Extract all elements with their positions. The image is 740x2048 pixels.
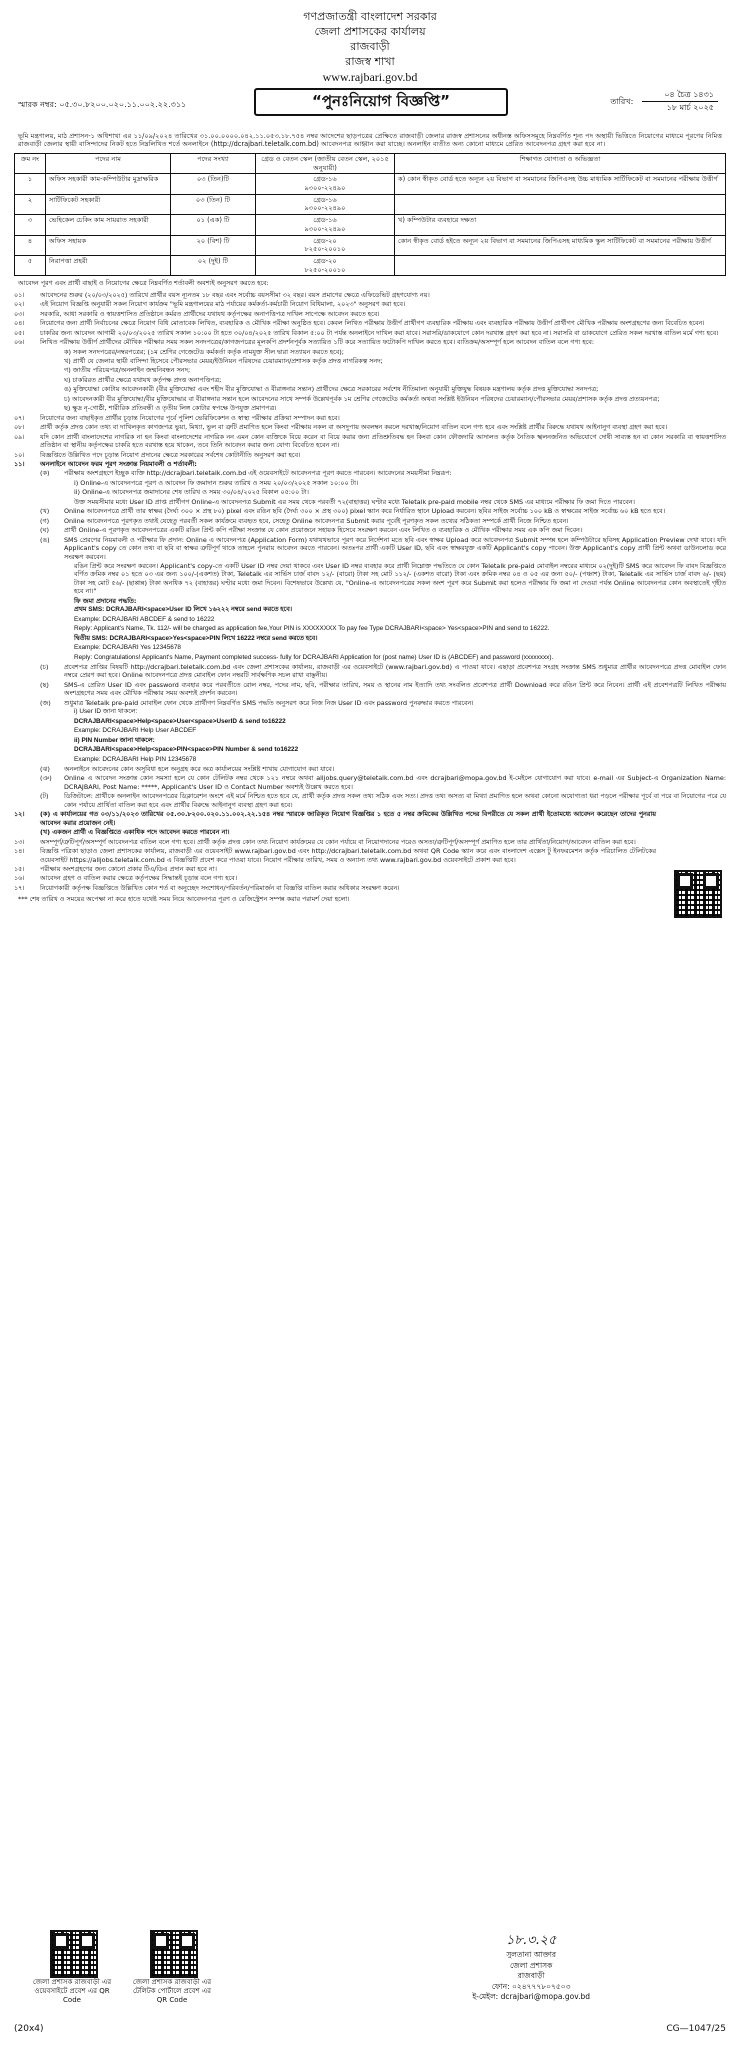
col-serial: ক্রম নং bbox=[15, 153, 46, 173]
item-number: ১১। bbox=[14, 460, 25, 469]
sms-instructions bbox=[14, 597, 726, 809]
item-text: আবেদনের শুরুর (২০/০৩/২০২৫) তারিখে প্রার্থীর বয়স ন্যূনতম ১৮ বছর এবং সর্বোচ্চ বয়সসীমা ৩২ বছর। বয়স প্রমাণের ক্ষেত্রে এফিডেভিট গ্রহণযোগ্য নয়। bbox=[40, 290, 430, 299]
list-item bbox=[40, 366, 726, 374]
list-item bbox=[40, 376, 726, 384]
row-qualification: কোন স্বীকৃত বোর্ড হইতে অন্যূন ২য় বিভাগ বা সমমানের জিপিএসহ মাধ্যমিক স্কুল সার্টিফিকেট বা সমমানের পরীক্ষায় উত্তীর্ণ bbox=[395, 235, 726, 255]
row-post-count: ০১ (এক) টি bbox=[171, 215, 256, 235]
col-grade: গ্রেড ও বেতন স্কেল (জাতীয় বেতন স্কেল, ২০১৫ অনুযায়ী) bbox=[256, 153, 395, 173]
list-item bbox=[40, 663, 726, 680]
pin-command: DCRAJBARI<space>Help<space>PIN<space>PIN Number & send to16222 bbox=[74, 746, 299, 754]
item-text: চাকরির জন্য আবেদন আগামী ২০/০৩/২০২৫ তারিখ সকাল ১০:০০ টা হতে ৩০/০৪/২০২৫ তারিখ বিকাল ৫:০০ টা পর্যন্ত অনলাইনে দাখিল করা যাবে। সরাসরি/ডাকযোগে কোন দরখাস্ত গ্রহণ করা হবে না। সরাসরি বা ডাকযোগে প্রেরিত সকল দরখাস্ত বাতিল মর্মে গণ্য হবে। bbox=[40, 328, 719, 337]
list-item bbox=[40, 357, 726, 365]
qr-code-website[interactable] bbox=[50, 1930, 98, 1978]
list-item bbox=[14, 847, 656, 864]
grade-label: গ্রেড-২০ bbox=[313, 257, 337, 265]
item-text: যদি কোন প্রার্থী বাংলাদেশের নাগরিক না হন কিংবা বাংলাদেশের নাগরিক নন এমন কোন ব্যক্তিকে বিয়ে করেন বা বিয়ে করার জন্য প্রতিশ্রুতিবদ্ধ হন কিংবা কোন ফৌজদারি আদালত কর্তৃক নৈতিক স্খলনজনিত অভিযোগে দোষী সাব্যস্ত হন বা কোন সরকারি বা স্বায়ত্তশাসিত প্রতিষ্ঠান বা স্থানীয় কর্তৃপক্ষের চাকরি হতে বরখাস্ত হয়ে থাকেন, তবে তিনি আবেদন করার জন্য যোগ্য বিবেচিত হবেন না। bbox=[40, 432, 726, 450]
fee-heading: ফি জমা প্রদানের পদ্ধতি: bbox=[74, 596, 137, 605]
second-sms: দ্বিতীয় SMS: DCRAJBARI<space>Yes<space>PIN লিখে 16222 নম্বরে send করতে হবে। bbox=[74, 634, 318, 642]
item-text: লিখিত পরীক্ষায় উত্তীর্ণ প্রার্থীদের মৌখিক পরীক্ষার সময় সকল সনদপত্রের/কাগজপত্রের মূলকপি প্রদর্শনপূর্বক সত্যায়িত ১টি করে সত্যায়িত ফটোকপি দাখিল করতে হবে। ব্যতিক্রম/অসম্পূর্ণ হলে আবেদন বাতিল বলে গণ্য হবে: bbox=[40, 338, 594, 347]
footer-code: CG—1047/25 bbox=[666, 2024, 726, 2034]
final-note: *** শেষ তারিখ ও সময়ের অপেক্ষা না করে হাতে যথেষ্ট সময় নিয়ে আবেদনপত্র পূরণ ও রেজিস্ট্রেশন সম্পন্ন করার পরামর্শ দেয়া হলো। bbox=[18, 895, 350, 904]
row-grade bbox=[256, 174, 395, 194]
item-text: আবেদন গ্রহণ ও বাতিল করার ক্ষেত্রে কর্তৃপক্ষের সিদ্ধান্তই চূড়ান্ত বলে গণ্য হবে। bbox=[40, 874, 238, 883]
grade-label: গ্রেড-১৬ bbox=[313, 195, 337, 204]
item-text: ক) সকল সনদপত্রের/নম্বরপত্রের; (১ম শ্রেণির গেজেটেড কর্মকর্তা কর্তৃক নামযুক্ত সীল দ্বারা সত্যায়ন করতে হবে); bbox=[64, 347, 344, 356]
list-item bbox=[14, 433, 726, 450]
list-item bbox=[14, 414, 726, 422]
item-number: ১২। bbox=[14, 810, 25, 819]
pin-example: Example: DCRAJBARI Help PIN 12345678 bbox=[74, 755, 197, 763]
item-text: অসম্পূর্ণ/ত্রুটিপূর্ণ/অসম্পূর্ণ আবেদনপত্র বাতিল বলে গণ্য হবে। প্রার্থী কর্তৃক প্রদত্ত কোন তথ্য নিয়োগ কার্যক্রমের যে কোন পর্যায়ে বা নিয়োগদানের পরেও অসত্য/ত্রুটিপূর্ণ/অসম্পূর্ণ প্রমাণিত হলে তার প্রার্থিতা/নিয়োগ/আবেদন বাতিল করা হবে। bbox=[40, 837, 636, 846]
row-post-count: ০৩ (তিন)টি bbox=[171, 174, 256, 194]
signatory-designation: জেলা প্রশাসক bbox=[510, 1960, 553, 1970]
row-post-name: সার্টিফিকেট সহকারী bbox=[46, 194, 171, 214]
list-item bbox=[14, 319, 726, 327]
signatory-email: ই-মেইল: dcrajbari@mopa.gov.bd bbox=[472, 1992, 590, 2002]
item-text: নিয়োগের জন্য প্রার্থী নির্বাচনের ক্ষেত্রে নিয়োগ বিধি মোতাবেক লিখিত, ব্যবহারিক ও মৌখিক পরীক্ষা অনুষ্ঠিত হবে। কেবল লিখিত পরীক্ষায় উত্তীর্ণ প্রার্থীগণ ব্যবহারিক পরীক্ষায় এবং ব্যবহারিক পরীক্ষায় উত্তীর্ণ প্রার্থীগণ মৌখিক পরীক্ষায় অংশগ্রহণের জন্য বিবেচিত হবেন। bbox=[40, 319, 705, 328]
online-rules bbox=[14, 469, 726, 595]
list-item bbox=[14, 460, 726, 468]
list-item bbox=[14, 865, 656, 873]
list-item bbox=[14, 451, 726, 459]
list-item: ii) Online-এ আবেদনপত্র জমাদানের শেষ তারিখ ও সময় ৩০/০৪/২০২৫ বিকাল ০৫:০০ টা। bbox=[74, 488, 309, 497]
item-text: সরকারি, আধা সরকারি ও স্বায়ত্তশাসিত প্রতিষ্ঠানে কর্মরত প্রার্থীদের যথাযথ কর্তৃপক্ষের অনাপত্তিপত্র দাখিল সাপেক্ষে আবেদন করতে হবে। bbox=[40, 309, 380, 318]
item-number bbox=[40, 385, 64, 393]
list-item bbox=[14, 329, 726, 337]
list-item bbox=[14, 884, 656, 892]
row-serial: ১ bbox=[15, 174, 46, 194]
item-text: বিজ্ঞপ্তিতে উল্লিখিত পদে চূড়ান্ত নিয়োগ প্রদানের ক্ষেত্রে সরকারের সর্বশেষ কোটানীতি অনুসরণ করা হবে। bbox=[40, 450, 301, 459]
item-number: ১৪। bbox=[14, 847, 25, 856]
item-number: (গ) bbox=[40, 516, 50, 525]
row-grade bbox=[256, 194, 395, 214]
item-number: ১৬। bbox=[14, 874, 25, 883]
table-row bbox=[15, 174, 726, 194]
item-text: ডিজিটালে: প্রার্থীকে অনলাইন আবেদনপত্রের ডিক্লারেশন অংশে এই মর্মে নিশ্চিত হতে হবে যে, প্রার্থী কর্তৃক প্রদত্ত সকল তথ্য সঠিক এবং সত্য। প্রদত্ত তথ্য অসত্য বা মিথ্যা প্রমাণিত হলে অথবা কোনো অযোগ্যতা ধরা পড়লে পরীক্ষার পূর্বে বা পরে বা নিয়োগের পরে যে কোন পর্যায়ে প্রার্থিতা বাতিল করা হবে এবং প্রার্থীর বিরুদ্ধে আইনানুগ ব্যবস্থা গ্রহণ করা হবে। bbox=[64, 792, 726, 809]
signatory-name: সুলতানা আক্তার bbox=[506, 1950, 557, 1960]
conditions-list bbox=[14, 291, 726, 469]
list-item bbox=[14, 300, 726, 308]
row-post-name: অফিস সহকারী কাম-কম্পিউটার মুদ্রাক্ষরিক bbox=[46, 174, 171, 194]
list-item: i) Online-এ আবেদনপত্রে পূরণ ও আবেদন ফি জমাদান শুরুর তারিখ ও সময় ২০/০৩/২০২৫ সকাল ১০:০০ টা। bbox=[74, 478, 359, 487]
item-number: (ঝ) bbox=[40, 764, 50, 773]
item-text: প্রার্থী কর্তৃক প্রদত্ত কোন তথ্য বা দাখিলকৃত কাগজপত্র ভুয়া, মিথ্যা, ভুল বা ত্রুটি প্রমাণিত হলে কিংবা পরীক্ষায় নকল বা অসদুপায় অবলম্বন করলে দরখাস্ত/নিয়োগ বাতিল বলে গণ্য হবে এবং সংশ্লিষ্ট প্রার্থীর বিরুদ্ধে যথাযথ আইনানুগ ব্যবস্থা গ্রহণ করা হবে। bbox=[40, 423, 668, 432]
row-grade bbox=[256, 215, 395, 235]
row-post-name: ভেহিকেল চেকিং কাম সায়রাত সহকারী bbox=[46, 215, 171, 235]
list-item bbox=[40, 395, 726, 403]
table-row bbox=[15, 194, 726, 214]
list-item bbox=[40, 404, 726, 412]
item-number: (খ) bbox=[40, 507, 50, 516]
item-text: Online এ আবেদন সংক্রান্ত কোন সমস্যা হলে যে কোন টেলিটক নম্বর থেকে ১২১ নম্বরে অথবা alljobs.query@teletalk.com.bd এবং dcrajbari@mopa.gov.bd ই-মেইলে যোগাযোগ করা যাবে। e-mail এর Subject-এ Organization Name: DCRAJBARI, Post Name: *****, Applicant's User ID ও Contact Number অবশ্যই উল্লেখ করতে হবে। bbox=[64, 774, 726, 791]
table-row bbox=[15, 256, 726, 276]
first-sms: প্রথম SMS: DCRAJBARI<space>User ID লিখে ১৬২২২ নম্বরে send করতে হবে। bbox=[74, 606, 293, 614]
row-post-count: ০২ (দুই) টি bbox=[171, 256, 256, 276]
second-sms-reply: Reply: Congratulations! Applicant's Name, Payment completed success- fully for DCRAJBARI Application for (post name) User ID is (ABCDEF) and password (xxxxxxxx). bbox=[74, 653, 554, 661]
item-number: ০৬। bbox=[14, 338, 25, 347]
conditions-intro: আবেদন পূরণ এবং প্রার্থী বাছাই ও নিয়োগের ক্ষেত্রে নিম্নবর্ণিত শর্তাবলী অবশ্যই অনুসরণ করতে হবে: bbox=[18, 279, 269, 288]
item-text: অনলাইনে আবেদনের কোন অসুবিধা হলে অনুগ্রহ করে অত্র কার্যালয়ের সংশ্লিষ্ট শাখায় যোগাযোগ করা যাবে। bbox=[64, 764, 335, 773]
row-qualification bbox=[395, 194, 726, 214]
userid-example: Example: DCRAJBARI Help User ABCDEF bbox=[74, 727, 197, 735]
item-number bbox=[40, 348, 64, 356]
row-serial: ৫ bbox=[15, 256, 46, 276]
row-serial: ৩ bbox=[15, 215, 46, 235]
grade-label: গ্রেড-১৬ bbox=[313, 175, 337, 184]
item-number: ০৪। bbox=[14, 319, 25, 328]
letterhead bbox=[14, 10, 726, 86]
item-number bbox=[40, 395, 64, 403]
table-row bbox=[15, 215, 726, 235]
item-number: ০১। bbox=[14, 290, 25, 299]
item-text: চ) আবেদনকারী বীর মুক্তিযোদ্ধা/বীর মুক্তিযোদ্ধার বা বীরাঙ্গনার সন্তান হলে আবেদনের সাথে সম্পর্ক উল্লেখপূর্বক ১ম শ্রেণির গেজেটেড কর্মকর্তা অথবা সংশ্লিষ্ট ইউনিয়ন পরিষদের চেয়ারম্যান/পৌরসভার মেয়র/প্রশাসক কর্তৃক প্রদত্ত প্রত্যয়নপত্র; bbox=[64, 394, 660, 403]
office-line: জেলা প্রশাসকের কার্যালয় bbox=[314, 24, 426, 38]
section-line: রাজস্ব শাখা bbox=[345, 54, 395, 68]
row-qualification: খ) কম্পিউটার ব্যবহারে দক্ষতা bbox=[395, 215, 726, 235]
list-item bbox=[40, 348, 726, 356]
item-text: খ) প্রার্থী যে জেলার স্থায়ী বাসিন্দা হিসেবে পৌরসভার মেয়র/ইউনিয়ন পরিষদের চেয়ারম্যান/প্রশাসক কর্তৃক প্রদত্ত নাগরিকত্ব সনদ; bbox=[64, 357, 383, 366]
item-number bbox=[40, 357, 64, 365]
row-grade bbox=[256, 256, 395, 276]
item-text: গ) জাতীয় পরিচয়পত্র/অনলাইন জন্মনিবন্ধন সনদ; bbox=[64, 366, 191, 375]
item-number: (জ) bbox=[40, 698, 51, 707]
item-number: (চ) bbox=[40, 662, 49, 671]
list-item bbox=[14, 838, 656, 846]
list-item bbox=[14, 310, 726, 318]
item-number: (ঙ) bbox=[40, 535, 50, 544]
list-item bbox=[40, 526, 726, 534]
qr-caption-website: জেলা প্রশাসক রাজবাড়ী এর ওয়েবসাইটে প্রবেশ এর QR Code bbox=[32, 1978, 112, 2005]
item-text: Online আবেদনপত্রে পূরণকৃত তথ্যই যেহেতু পরবর্তী সকল কার্যক্রমে ব্যবহৃত হবে, সেহেতু Online আবেদনপত্র Submit করার পূর্বেই পূরণকৃত সকল তথ্যের সঠিকতা সম্পর্কে প্রার্থী নিজে নিশ্চিত হবেন। bbox=[64, 516, 569, 525]
footer-size: (20x4) bbox=[14, 2024, 44, 2034]
item-number: ১৭। bbox=[14, 883, 25, 892]
date-label: তারিখ: bbox=[610, 96, 634, 106]
item-text: SMS-এ প্রেরিত User ID এবং password ব্যবহার করে পরবর্তীতে রোল নম্বর, পদের নাম, ছবি, পরীক্ষার তারিখ, সময় ও স্থানের নাম ইত্যাদি তথ্য সংবলিত প্রবেশপত্র প্রার্থী Download করে রঙিন প্রিন্ট করে নিবেন। প্রার্থী এই প্রবেশপত্রটি লিখিত পরীক্ষায় অংশগ্রহণের সময় এবং মৌখিক পরীক্ষার সময় অবশ্যই প্রদর্শন করবেন। bbox=[64, 680, 726, 698]
signatory-district: রাজবাড়ী bbox=[517, 1971, 545, 1981]
pay-scale: ৯৩০০-২২৪৯০ bbox=[304, 204, 346, 213]
row-post-name: অফিস সহায়ক bbox=[46, 235, 171, 255]
row-qualification: ক) কোন স্বীকৃত বোর্ড হতে অন্যূন ২য় বিভাগ বা সমমানের জিপিএসহ উচ্চ মাধ্যমিক সার্টিফিকেট বা সমমানের পরীক্ষায় উত্তীর্ণ bbox=[395, 174, 726, 194]
item-number bbox=[40, 404, 64, 412]
website-line: www.rajbari.gov.bd bbox=[322, 70, 418, 85]
item-text: প্রার্থী Online-এ পূরণকৃত আবেদনপত্রের একটি রঙিন প্রিন্ট কপি পরীক্ষা সংক্রান্ত যে কোন প্রয়োজনে সহায়ক হিসেবে সংরক্ষণ করবেন এবং লিখিত ও ব্যবহারিক ও মৌখিক পরীক্ষার সময় এক কপি জমা দিবেন। bbox=[64, 526, 583, 535]
item-number bbox=[40, 366, 64, 374]
date-bangla: ০৪ চৈত্র ১৪৩১ bbox=[642, 90, 718, 103]
item-number: ০৭। bbox=[14, 413, 25, 422]
list-item bbox=[40, 681, 726, 698]
district-line: রাজবাড়ী bbox=[350, 39, 390, 53]
item-number: ০৩। bbox=[14, 309, 25, 318]
item-number: ০৮। bbox=[14, 423, 25, 432]
posts-table bbox=[14, 153, 726, 276]
item-number bbox=[14, 828, 40, 836]
signatory-phone: ফোন: ০২৪৭৭৭৮০৭৫০৩ bbox=[491, 1981, 571, 1991]
list-item bbox=[40, 699, 726, 707]
item-text: SMS প্রেরণের নিয়মাবলী ও পরীক্ষার ফি প্রদান: Online এ আবেদনপত্র (Application Form) যথাযথভাবে পূরণ করে নির্দেশনা মতে ছবি এবং স্বাক্ষর Upload করে আবেদনপত্র Submit সম্পন্ন হলে কম্পিউটারে ছবিসহ Application Preview দেখা যাবে। যদি Applicant's copy তে কোন তথ্য বা ছবি বা স্বাক্ষর ত্রুটিপূর্ণ থাকে তাহলে পুনরায় আবেদন করতে পারবেন। অতঃপর প্রার্থী একটি User ID, ছবি এবং স্বাক্ষরযুক্ত একটি Applicant's copy পাবেন। উক্ত Applicant's copy প্রার্থী প্রিন্ট অথবা ডাউনলোড করে সংরক্ষণ করবেন। bbox=[64, 535, 726, 561]
pay-scale: ৯৩০০-২২৪৯০ bbox=[304, 224, 346, 233]
grade-label: গ্রেড-১৬ bbox=[313, 216, 337, 225]
notice-title: “পুনঃনিয়োগ বিজ্ঞপ্তি” bbox=[254, 88, 508, 116]
signature-block bbox=[472, 1932, 590, 2003]
item-text: নিয়োগকারী কর্তৃপক্ষ বিজ্ঞপ্তিতে উল্লিখিত কোন শর্ত বা অনুচ্ছেদ সংশোধন/পরিবর্তন/পরিমার্জন বা বিজ্ঞপ্তি বাতিল করার অধিকার সংরক্ষণ করেন। bbox=[40, 883, 400, 892]
item-text: বিজ্ঞপ্তি পত্রিকা ছাড়াও জেলা প্রশাসকের কার্যালয়, রাজবাড়ী এর ওয়েবসাইট www.rajbari.gov.bd এবং http://dcrajbari.teletalk.com.bd অথবা QR Code স্ক্যান করে এবং বাংলাদেশ এক্সেস টু ইনফরমেশন কর্তৃক পরিচালিত টেলিটকের ওয়েবসাইট https://alljobs.teletalk.com.bd এ বিজ্ঞপ্তিটি প্রবেশ করে পাওয়া যাবে। নিয়োগ পরীক্ষার তারিখ, সময় ও অন্যান্য তথ্য www.rajbari.gov.bd ওয়েবসাইটে প্রকাশ করা হবে। bbox=[40, 847, 656, 864]
list-item bbox=[40, 792, 726, 809]
row-serial: ৪ bbox=[15, 235, 46, 255]
item-number: (ঘ) bbox=[40, 526, 49, 535]
item-text: (খ) একজন প্রার্থী এ বিজ্ঞপ্তিতে একাধিক পদে আবেদন করতে পারবেন না। bbox=[40, 828, 230, 837]
list-item bbox=[40, 774, 726, 791]
row-grade bbox=[256, 235, 395, 255]
table-row bbox=[15, 235, 726, 255]
item-text: প্রবেশপত্র প্রাপ্তির বিষয়টি http://dcrajbari.teletalk.com.bd এবং জেলা প্রশাসকের কার্যালয়, রাজবাড়ী এর ওয়েবসাইটে (www.rajbari.gov.bd) এ পাওয়া যাবে। এছাড়া প্রবেশপত্র সংগ্রহ সংক্রান্ত SMS শুধুমাত্র প্রার্থীর আবেদনপত্রে প্রদত্ত মোবাইল ফোন নম্বরে প্রেরণ করা হবে। Online আবেদনপত্রে প্রদত্ত মোবাইল ফোন নম্বরটি সার্বক্ষণিক সচল রাখা বাঞ্ছনীয়। bbox=[64, 662, 726, 680]
qr-caption-teletalk: জেলা প্রশাসক রাজবাড়ী এর টেলিটক পোর্টালে প্রবেশ এর QR Code bbox=[132, 1978, 212, 2005]
list-item bbox=[40, 507, 726, 515]
row-post-name: নিরাপত্তা প্রহরী bbox=[46, 256, 171, 276]
second-sms-example: Example: DCRAJBARI Yes 12345678 bbox=[74, 644, 181, 652]
item-text: Online আবেদনপত্রে প্রার্থী তার স্বাক্ষর (দৈর্ঘ্য ৩০০ × প্রস্থ ৮০) pixel এবং রঙিন ছবি (দৈর্ঘ্য ৩০০ × প্রস্থ ৩০০) pixel স্ক্যান করে নির্ধারিত স্থানে Upload করবেন। ছবির সাইজ সর্বোচ্চ ১০০ kB ও স্বাক্ষরের সাইজ সর্বোচ্চ ৬০ kB হতে হবে। bbox=[64, 507, 666, 516]
list-item bbox=[40, 536, 726, 561]
item-number: ১৫। bbox=[14, 864, 25, 873]
list-item bbox=[14, 423, 726, 431]
row-qualification bbox=[395, 256, 726, 276]
pay-scale: ৮২৫০-২০০১০ bbox=[304, 265, 346, 274]
item-number: (ঞ) bbox=[40, 774, 52, 783]
item-text: অনলাইনে আবেদন ফরম পূরণ সংক্রান্ত নিয়মাবলী ও শর্তাবলী: bbox=[40, 460, 197, 469]
list-item bbox=[14, 338, 726, 346]
item-text: নিয়োগের জন্য বাছাইকৃত প্রার্থীর চূড়ান্ত নিয়োগের পূর্বে পুলিশ ভেরিফিকেশন ও স্বাস্থ্য পরীক্ষার প্রক্রিয়া সম্পাদন করা হবে। bbox=[40, 413, 340, 422]
list-item bbox=[40, 765, 726, 773]
list-item: উক্ত সময়সীমার মধ্যে User ID প্রাপ্ত প্রার্থীগণ Online-এ আবেদনপত্র Submit এর সময় থেকে পরবর্তী ৭২(বাহাত্তর) ঘণ্টার মধ্যে Teletalk pre-paid mobile নম্বর থেকে SMS এর মাধ্যমে পরীক্ষার ফি জমা দিতে পারবেন। bbox=[74, 497, 635, 506]
item-text: (ক) এ কার্যালয়ের গত ০৩/১১/২০২৩ তারিখের ০৫.৩০.৮২০০.০২০.১১.০০২.২২.১৫৪ নম্বর স্মারকে জারিকৃত নিয়োগ বিজ্ঞপ্তির ১ হতে ৫ নম্বর ক্রমিকের উল্লিখিত পদের বিপরীতে যে সকল প্রার্থী ইতোমধ্যে আবেদন করেছেন তাদের পুনরায় আবেদন করার প্রয়োজন নেই। bbox=[40, 810, 656, 827]
row-post-count: ২০ (বিশ) টি bbox=[171, 235, 256, 255]
col-qualification: শিক্ষাগত যোগ্যতা ও অভিজ্ঞতা bbox=[395, 153, 726, 173]
item-text: ছ) ক্ষুদ্র নৃ-গোষ্ঠী, শারীরিক প্রতিবন্ধী ও তৃতীয় লিঙ্গ কোটার স্বপক্ষে উপযুক্ত প্রমাণপত্র। bbox=[64, 404, 277, 413]
item-number: ০৫। bbox=[14, 328, 25, 337]
item-number: ০৯। bbox=[14, 432, 25, 441]
item-number bbox=[40, 376, 64, 384]
item-text: শুধুমাত্র Teletalk pre-paid মোবাইল ফোন থেকে প্রার্থীগণ নিম্নবর্ণিত SMS পদ্ধতি অনুসরণ করে নিজ নিজ User ID এবং password পুনরুদ্ধার করতে পারবেন। bbox=[64, 698, 474, 707]
list-item bbox=[14, 874, 656, 882]
col-post-count: পদের সংখ্যা bbox=[171, 153, 256, 173]
list-item bbox=[40, 385, 726, 393]
item-text: পরীক্ষায় অংশগ্রহণে ইচ্ছুক ব্যক্তি http://dcrajbari.teletalk.com.bd এই ওয়েবসাইটে আবেদনপত্র পূরণ করতে পারবেন। আবেদনের সময়সীমা নিম্নরূপ: bbox=[64, 469, 452, 478]
later-conditions bbox=[14, 810, 726, 892]
signature-mark: ১৮.৩.২৫ bbox=[505, 1933, 557, 1948]
pay-scale: ৯৩০০-২২৪৯০ bbox=[304, 184, 346, 193]
item-number: ১৩। bbox=[14, 837, 25, 846]
govt-line: গণপ্রজাতন্ত্রী বাংলাদেশ সরকার bbox=[303, 10, 437, 23]
item-number: ০২। bbox=[14, 300, 25, 309]
list-item bbox=[40, 469, 726, 477]
item-number: (ট) bbox=[40, 792, 49, 801]
grade-label: গ্রেড-২০ bbox=[313, 236, 337, 245]
list-item bbox=[40, 517, 726, 525]
table-header-row bbox=[15, 153, 726, 173]
qr-code-right[interactable] bbox=[674, 870, 722, 918]
date-block bbox=[610, 89, 718, 114]
item-text: এই নিয়োগ বিজ্ঞপ্তি অনুযায়ী সকল নিয়োগ কার্যক্রম "ভূমি মন্ত্রণালয়ের মাঠ পর্যায়ের কর্মকর্তা-কর্মচারী নিয়োগ বিধিমালা, ২০২৩" অনুসরণ করা হবে। bbox=[40, 300, 406, 309]
qr-code-teletalk[interactable] bbox=[150, 1930, 198, 1978]
row-post-count: ০৩ (তিন) টি bbox=[171, 194, 256, 214]
pay-scale: ৮২৫০-২০০১০ bbox=[304, 245, 346, 254]
first-sms-example: Example: DCRAJBARI ABCDEF & send to 16222 bbox=[74, 615, 215, 623]
pin-label: ii) PIN Number জানা থাকলে: bbox=[74, 736, 155, 744]
userid-label: i) User ID জানা থাকলে: bbox=[74, 708, 138, 716]
item-number: (ছ) bbox=[40, 680, 49, 689]
item-number: (ক) bbox=[40, 469, 50, 478]
intro-paragraph: ভূমি মন্ত্রণালয়, মাঠ প্রশাসন-১ অধিশাখা এর ১১/০৯/২০২৪ তারিখের ৩১.০০.০০০০.০৪২.১১.০৫৩.১৮.৭৫৪ নম্বর আদেশের ছাড়পত্রের প্রেক্ষিতে রাজবাড়ী জেলার রাজস্ব প্রশাসনের অধীনস্ত অফিসসমূহে নিম্নবর্ণিত শূন্য পদ অস্থায়ী ভিত্তিতে নিয়োগের মাধ্যমে পূরণের নিমিত্ত রাজবাড়ী জেলার স্থায়ী বাসিন্দাদের নিকট হতে নিম্নলিখিত শর্তে অনলাইনে (http://dcrajbari.teletalk.com.bd) আবেদনপত্র আহ্বান করা যাচ্ছে। অনলাইন ব্যতীত অন্য কোনো মাধ্যমে প্রেরিত আবেদনপত্র গ্রহণ করা হবে না। bbox=[18, 131, 722, 149]
item-text: ঘ) চাকরিরত প্রার্থীর ক্ষেত্রে যথাযথ কর্তৃপক্ষ প্রদত্ত অনাপত্তিপত্র; bbox=[64, 375, 222, 384]
item-text: ঙ) মুক্তিযোদ্ধা কোটায় আবেদনকারী (বীর মুক্তিযোদ্ধা এবং শহীদ বীর মুক্তিযোদ্ধা ও বীরাঙ্গনার সন্তান) প্রার্থীদের ক্ষেত্রে সরকারের সর্বশেষ নীতিমালা অনুযায়ী মুক্তিযুদ্ধ বিষয়ক মন্ত্রণালয় কর্তৃক প্রদত্ত মুক্তিযোদ্ধা সনদপত্র; bbox=[64, 385, 599, 394]
item-text: পরীক্ষায় অংশগ্রহণের জন্য কোনো প্রকার টিএ/ডিএ প্রদান করা হবে না। bbox=[40, 864, 217, 873]
userid-command: DCRAJBARI<space>Help<space>User<space>UserID & send to16222 bbox=[74, 717, 286, 725]
memo-number: স্মারক নম্বর: ০৫.৩০.৮২০০.০২০.১১.০০২.২২.৩১১ bbox=[18, 99, 187, 109]
date-english: ১৮ মার্চ ২০২৫ bbox=[666, 103, 714, 113]
list-item bbox=[14, 810, 656, 827]
first-sms-reply: Reply: Applicant's Name, Tk. 112/- will be charged as application fee,Your PIN is XXXXXXXX To pay fee Type DCRAJBARI<space> Yes<space>PIN and send to 16222. bbox=[74, 625, 550, 633]
list-item: রঙিন প্রিন্ট করে সংরক্ষণ করবেন। Applicant's copy-তে একটি User ID নম্বর দেয়া থাকবে এবং User ID নম্বর ব্যবহার করে প্রার্থী নিম্নোক্ত পদ্ধতিতে যে কোন Teletalk pre-paid মোবাইল নম্বরের মাধ্যমে ০২(দুই)টি SMS করে আবেদন ফি বাবদ বিজ্ঞপ্তিতে বর্ণিত ক্রমিক নম্বর ০১ হতে ০৩ এর জন্য ১০০/-(একশত) টাকা, Teletalk এর সার্ভিস চার্জ বাবদ ১২/- (বারো) টাকা সহ মোট ১১২/- (একশত বারো) টাকা এবং ক্রমিক নম্বর ০৪ ও ০৫ এর জন্য ৫০/- (পঞ্চাশ) টাকা, Teletalk এর সার্ভিস চার্জ বাবদ ৬/- (ছয়) টাকা সহ মোট ৫৬/- (ছাপ্পান্ন) টাকা অনধিক ৭২ (বাহাত্তর) ঘণ্টার মধ্যে জমা দিবেন। বিশেষভাবে উল্লেখ্য যে, "Online-এ আবেদনপত্রের সকল অংশ পূরণ করে Submit করা হলেও পরীক্ষার ফি জমা না দেওয়া পর্যন্ত Online আবেদনপত্র কোন অবস্থাতেই গৃহীত হবে না।" bbox=[74, 562, 726, 596]
list-item bbox=[14, 291, 726, 299]
memo-row bbox=[14, 88, 726, 126]
list-item bbox=[14, 828, 656, 836]
col-post-name: পদের নাম bbox=[46, 153, 171, 173]
item-number: ১০। bbox=[14, 450, 25, 459]
row-serial: ২ bbox=[15, 194, 46, 214]
